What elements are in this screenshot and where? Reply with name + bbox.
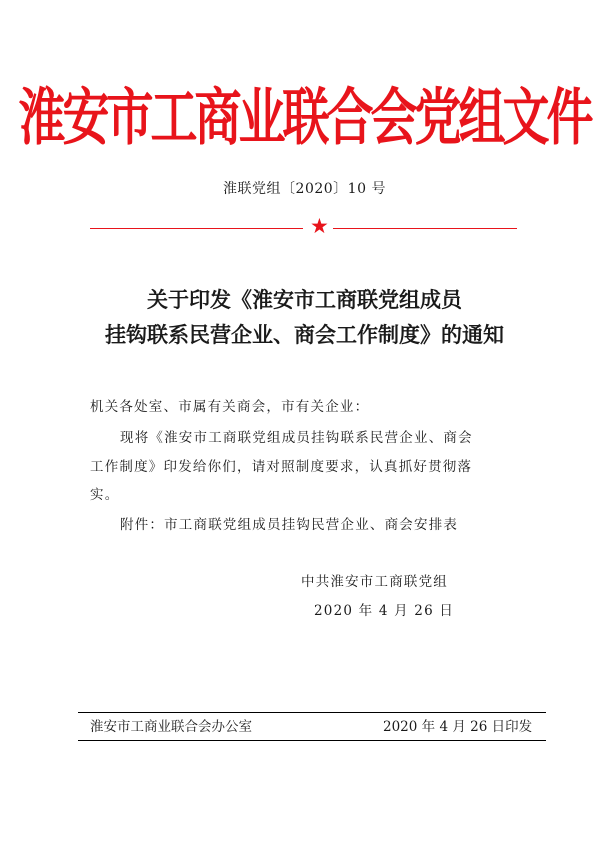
notice-title-line-1: 关于印发《淮安市工商联党组成员 <box>147 287 462 312</box>
footer-issuer: 淮安市工商业联合会办公室 <box>90 719 252 735</box>
attachment-note: 附件：市工商联党组成员挂钩民营企业、商会安排表 <box>120 517 459 533</box>
red-divider-left <box>90 228 303 229</box>
signature-organization: 中共淮安市工商联党组 <box>301 574 448 590</box>
footer-print-date: 2020 年 4 月 26 日印发 <box>383 719 533 735</box>
notice-title-line-2: 挂钩联系民营企业、商会工作制度》的通知 <box>105 322 504 347</box>
red-divider-right <box>333 228 517 229</box>
masthead-title: 淮安市工商业联合会党组文件 <box>18 82 591 155</box>
greeting-recipients: 机关各处室、市属有关商会，市有关企业： <box>90 399 370 415</box>
document-number: 淮联党组〔2020〕10 号 <box>223 181 386 197</box>
body-paragraph-line: 实。 <box>90 487 120 503</box>
footer-rule-top <box>78 712 546 713</box>
signature-date: 2020 年 4 月 26 日 <box>314 603 455 619</box>
footer-rule-bottom <box>78 740 546 741</box>
body-paragraph-line: 工作制度》印发给你们，请对照制度要求，认真抓好贯彻落 <box>90 459 473 475</box>
body-paragraph-line: 现将《淮安市工商联党组成员挂钩联系民营企业、商会 <box>120 430 473 446</box>
star-icon: ★ <box>310 214 329 238</box>
